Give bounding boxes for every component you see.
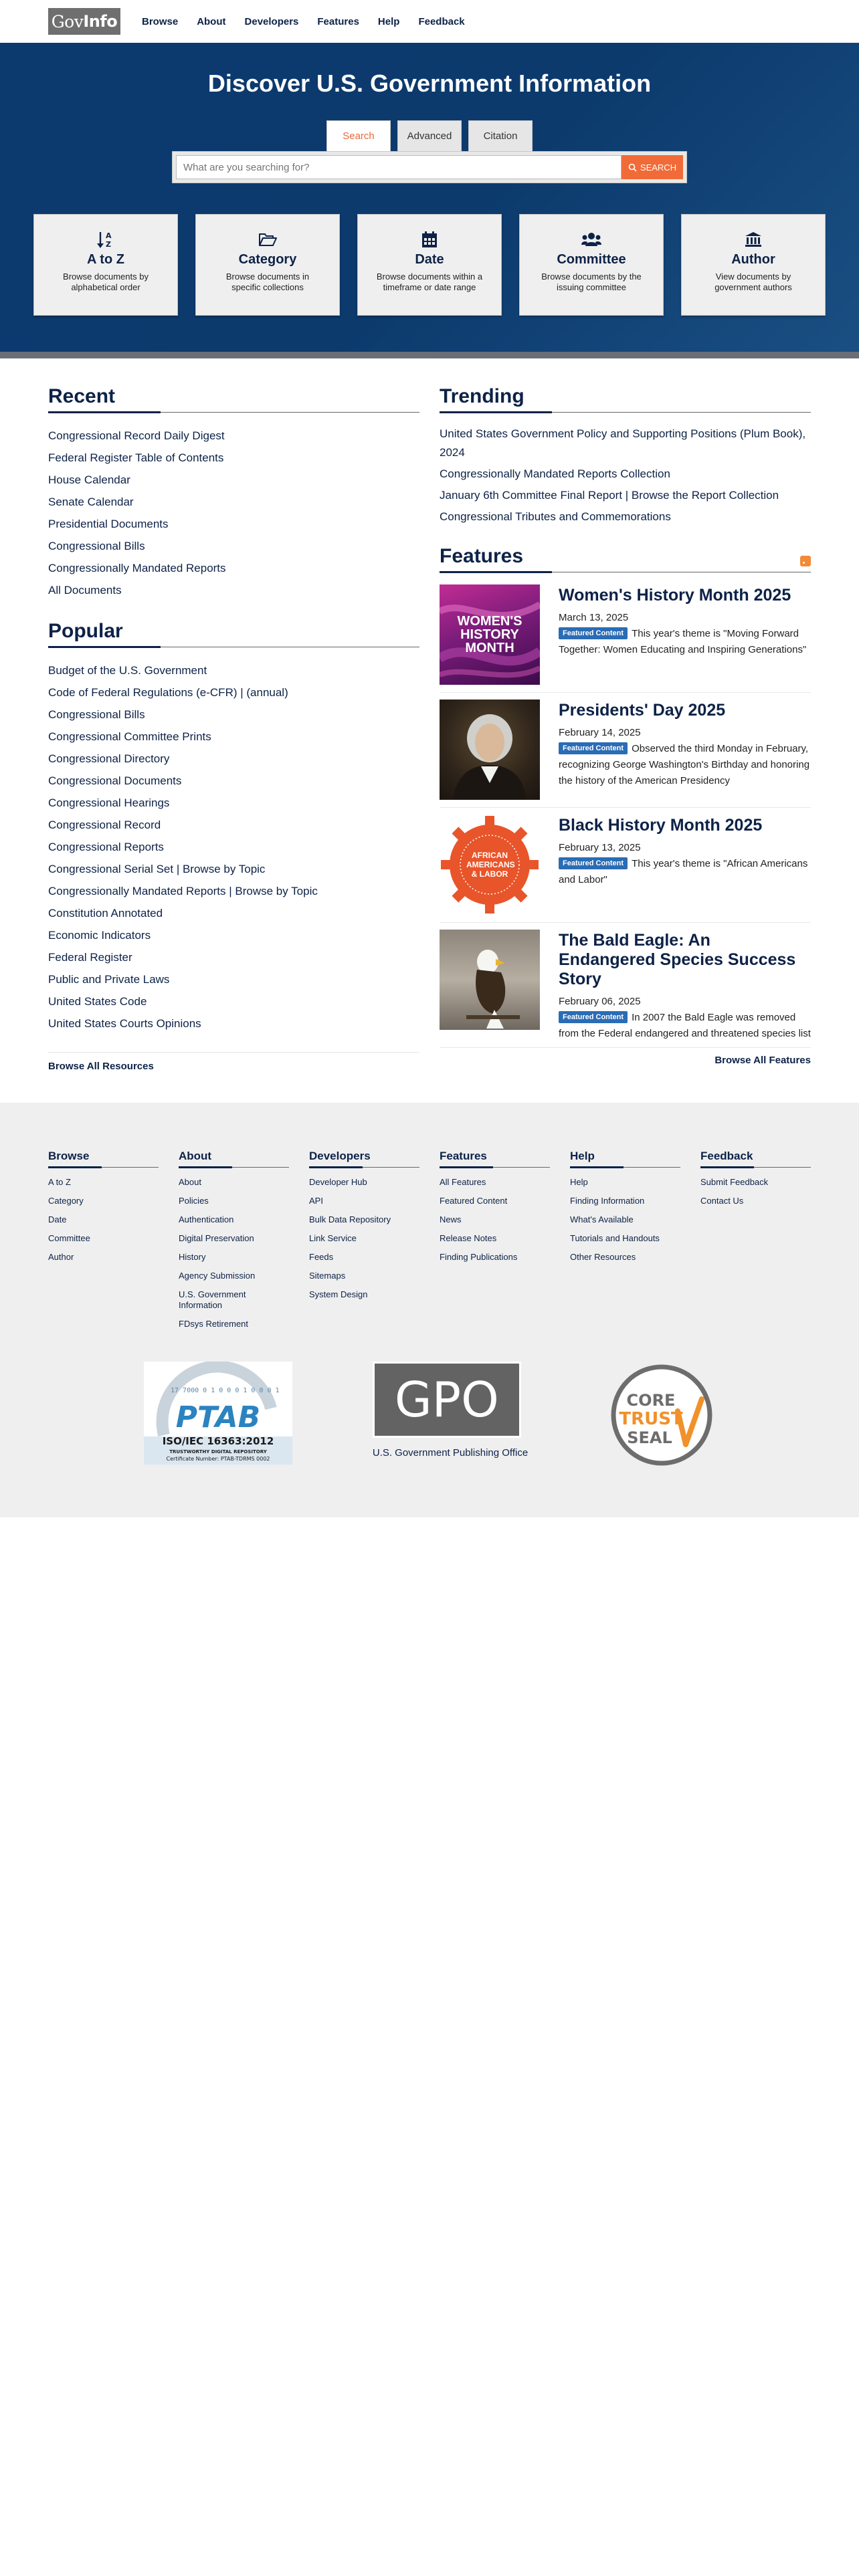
recent-link[interactable]: All Documents — [48, 584, 122, 597]
popular-link[interactable]: Constitution Annotated — [48, 907, 163, 920]
trending-link[interactable]: Congressional Tributes and Commemorations — [440, 510, 671, 523]
footer-column-help — [570, 1150, 680, 1337]
recent-title: Recent — [48, 385, 419, 413]
footer-link[interactable]: Author — [48, 1252, 74, 1262]
footer-link[interactable]: Other Resources — [570, 1252, 636, 1262]
popular-link[interactable]: Congressionally Mandated Reports | Browse by Topic — [48, 885, 318, 897]
popular-link[interactable]: Congressional Hearings — [48, 796, 170, 809]
footer-link[interactable]: Policies — [179, 1196, 209, 1206]
tab-advanced[interactable]: Advanced — [397, 120, 462, 151]
featured-content-badge: Featured Content — [559, 627, 628, 639]
card-description: Browse documents by alphabetical order — [63, 272, 149, 292]
recent-link[interactable]: Congressional Record Daily Digest — [48, 429, 225, 442]
cts-line3: SEAL — [627, 1428, 672, 1447]
trending-title: Trending — [440, 385, 811, 413]
card-description: View documents by government authors — [714, 272, 792, 292]
card-description: Browse documents by the issuing committee — [541, 272, 642, 292]
recent-link[interactable]: House Calendar — [48, 473, 130, 486]
cts-line2: TRUST — [619, 1409, 683, 1429]
right-column — [440, 385, 811, 1072]
features-header — [440, 545, 811, 572]
popular-link[interactable]: Congressional Record — [48, 819, 161, 831]
featured-content-badge: Featured Content — [559, 1011, 628, 1023]
footer-link[interactable]: Developer Hub — [309, 1177, 367, 1187]
footer-link[interactable]: API — [309, 1196, 323, 1206]
nav-browse[interactable]: Browse — [142, 15, 179, 27]
ptab-logo-icon — [144, 1362, 292, 1465]
footer-link[interactable]: Bulk Data Repository — [309, 1214, 391, 1224]
footer-column-features — [440, 1150, 550, 1337]
card-description: Browse documents in specific collections — [225, 272, 310, 292]
gpo-block — [373, 1362, 528, 1459]
features-title: Features — [440, 545, 524, 567]
footer-link[interactable]: Date — [48, 1214, 67, 1224]
popular-link[interactable]: Federal Register — [48, 951, 132, 964]
feature-date: February 13, 2025 — [559, 842, 641, 853]
ptab-name: PTAB — [175, 1400, 261, 1434]
footer-link[interactable]: All Features — [440, 1177, 486, 1187]
feature-text: This year's theme is "African Americans and Labor" — [559, 858, 808, 885]
card-title: A to Z — [87, 252, 124, 267]
popular-link[interactable]: Economic Indicators — [48, 929, 151, 942]
popular-title: Popular — [48, 620, 419, 647]
search-button-label: SEARCH — [640, 162, 677, 173]
hero-section — [0, 43, 859, 352]
footer-link[interactable]: Authentication — [179, 1214, 234, 1224]
footer-link[interactable]: History — [179, 1252, 206, 1262]
footer-link[interactable]: Finding Information — [570, 1196, 645, 1206]
search-input[interactable] — [176, 155, 622, 179]
footer-link[interactable]: Submit Feedback — [700, 1177, 769, 1187]
footer-columns — [48, 1150, 811, 1337]
footer-link[interactable]: Agency Submission — [179, 1271, 256, 1281]
popular-link[interactable]: United States Code — [48, 995, 147, 1008]
popular-link[interactable]: Code of Federal Regulations (e-CFR) | (annual) — [48, 686, 288, 699]
card-committee[interactable] — [519, 214, 664, 316]
footer-column-title: Features — [440, 1150, 550, 1168]
washington-portrait-thumbnail[interactable] — [440, 700, 540, 800]
ptab-ring-text: 17 7000 0 1 0 0 0 1 0 0 0 1 — [170, 1387, 280, 1394]
recent-list — [48, 425, 419, 601]
recent-link[interactable]: Congressionally Mandated Reports — [48, 562, 226, 574]
svg-text:A: A — [106, 231, 112, 240]
trending-link[interactable]: Congressionally Mandated Reports Collection — [440, 467, 670, 480]
ptab-tdr: TRUSTWORTHY DIGITAL REPOSITORY — [169, 1449, 267, 1455]
left-column — [48, 385, 419, 1072]
users-icon — [581, 232, 601, 247]
govinfo-logo[interactable] — [48, 8, 120, 35]
feature-text: This year's theme is "Moving Forward Together: Women Educating and Inspiring Generations" — [559, 628, 807, 655]
feature-title[interactable]: The Bald Eagle: An Endangered Species Success Story — [559, 931, 796, 988]
search-bar — [172, 151, 687, 183]
feature-item — [440, 700, 811, 808]
footer-link[interactable]: U.S. Government Information — [179, 1289, 246, 1310]
footer-link[interactable]: What's Available — [570, 1214, 634, 1224]
browse-all-features-link[interactable]: Browse All Features — [714, 1055, 811, 1066]
footer-link[interactable]: Feeds — [309, 1252, 334, 1262]
nav-features[interactable]: Features — [317, 15, 359, 27]
feature-text: In 2007 the Bald Eagle was removed from the Federal endangered and threatened species list — [559, 1012, 811, 1039]
feature-title[interactable]: Women's History Month 2025 — [559, 586, 791, 605]
feature-item — [440, 930, 811, 1048]
cts-line1: CORE — [626, 1391, 676, 1410]
search-icon — [628, 163, 637, 172]
card-author[interactable] — [681, 214, 826, 316]
footer-column-feedback — [700, 1150, 811, 1337]
footer-link[interactable]: Digital Preservation — [179, 1233, 254, 1243]
card-category[interactable] — [195, 214, 340, 316]
footer-column-developers — [309, 1150, 419, 1337]
footer-link[interactable]: News — [440, 1214, 462, 1224]
footer-column-title: Help — [570, 1150, 680, 1168]
footer-link[interactable]: A to Z — [48, 1177, 71, 1187]
footer-link[interactable]: Contact Us — [700, 1196, 744, 1206]
core-trust-seal-logo[interactable] — [608, 1362, 715, 1469]
footer-link[interactable]: Tutorials and Handouts — [570, 1233, 660, 1243]
gpo-label: U.S. Government Publishing Office — [372, 1447, 529, 1459]
card-title: Committee — [557, 252, 626, 267]
popular-list — [48, 659, 419, 1035]
logo-info-text: Info — [83, 12, 118, 31]
tab-search[interactable]: Search — [326, 120, 391, 151]
feature-date: February 14, 2025 — [559, 727, 641, 738]
recent-link[interactable]: Federal Register Table of Contents — [48, 451, 224, 464]
eagle-icon — [440, 930, 540, 1030]
card-title: Author — [731, 252, 775, 267]
recent-link[interactable]: Presidential Documents — [48, 518, 169, 530]
thumb-text: AFRICAN AMERICANS & LABOR — [466, 851, 515, 879]
feature-text: Observed the third Monday in February, recognizing George Washington's Birthday and honoring the history of the American Presidency — [559, 743, 810, 786]
sort-alpha-icon — [97, 230, 114, 249]
bald-eagle-thumbnail[interactable] — [440, 930, 540, 1030]
footer-link[interactable]: Finding Publications — [440, 1252, 518, 1262]
gpo-logo[interactable]: GPO — [373, 1362, 521, 1438]
black-history-thumbnail[interactable] — [440, 815, 540, 915]
popular-link[interactable]: Congressional Committee Prints — [48, 730, 211, 743]
folder-open-icon — [258, 232, 277, 247]
recent-link[interactable]: Senate Calendar — [48, 496, 134, 508]
footer-link[interactable]: FDsys Retirement — [179, 1319, 249, 1329]
nav-feedback[interactable]: Feedback — [418, 15, 465, 27]
footer-link[interactable]: Category — [48, 1196, 84, 1206]
footer-link[interactable]: System Design — [309, 1289, 368, 1299]
footer-link[interactable]: About — [179, 1177, 201, 1187]
card-date[interactable] — [357, 214, 502, 316]
footer-link[interactable]: Committee — [48, 1233, 90, 1243]
svg-text:Z: Z — [106, 240, 111, 249]
featured-content-badge: Featured Content — [559, 742, 628, 754]
core-trust-seal-icon — [608, 1362, 715, 1469]
tab-citation[interactable]: Citation — [468, 120, 533, 151]
card-description: Browse documents within a timeframe or date range — [376, 272, 483, 292]
featured-content-badge: Featured Content — [559, 857, 628, 869]
footer-link[interactable]: Link Service — [309, 1233, 357, 1243]
feature-date: March 13, 2025 — [559, 612, 629, 623]
browse-all-resources-link[interactable]: Browse All Resources — [48, 1052, 419, 1072]
feature-title[interactable]: Presidents' Day 2025 — [559, 701, 726, 720]
institution-icon — [745, 231, 762, 247]
womens-history-thumbnail[interactable] — [440, 584, 540, 685]
calendar-icon — [421, 231, 438, 248]
popular-link[interactable]: Congressional Serial Set | Browse by Topic — [48, 863, 266, 875]
popular-link[interactable]: Budget of the U.S. Government — [48, 664, 207, 677]
search-tabs — [0, 120, 859, 151]
popular-link[interactable]: Congressional Bills — [48, 708, 145, 721]
nav-help[interactable]: Help — [377, 15, 400, 27]
footer-column-title: Browse — [48, 1150, 159, 1168]
main-content — [0, 358, 859, 1072]
nav-about[interactable]: About — [197, 15, 226, 27]
footer-link[interactable]: Help — [570, 1177, 588, 1187]
footer-column-title: About — [179, 1150, 289, 1168]
top-navigation — [0, 0, 859, 43]
popular-link[interactable]: Congressional Directory — [48, 752, 170, 765]
hero-title: Discover U.S. Government Information — [207, 70, 652, 97]
footer-column-browse — [48, 1150, 159, 1337]
thumb-text: WOMEN'S HISTORY MONTH — [457, 614, 522, 655]
feature-item — [440, 815, 811, 923]
card-title: Date — [415, 252, 444, 267]
footer-column-title: Feedback — [700, 1150, 811, 1168]
logo-gov-text: Gov — [51, 11, 84, 31]
recent-link[interactable]: Congressional Bills — [48, 540, 145, 552]
footer-link[interactable]: Featured Content — [440, 1196, 508, 1206]
browse-cards — [0, 214, 859, 316]
popular-link[interactable]: Public and Private Laws — [48, 973, 170, 986]
rss-feed-icon[interactable] — [800, 556, 811, 566]
hero-divider — [0, 352, 859, 358]
footer-link[interactable]: Release Notes — [440, 1233, 497, 1243]
popular-link[interactable]: Congressional Documents — [48, 774, 182, 787]
ptab-cert: Certificate Number: PTAB-TDRMS 0002 — [166, 1456, 270, 1462]
popular-link[interactable]: Congressional Reports — [48, 841, 164, 853]
feature-date: February 06, 2025 — [559, 996, 641, 1007]
card-a-to-z[interactable] — [33, 214, 178, 316]
feature-title[interactable]: Black History Month 2025 — [559, 816, 763, 835]
feature-item — [440, 584, 811, 693]
card-title: Category — [238, 252, 297, 267]
trending-link[interactable]: United States Government Policy and Supporting Positions (Plum Book), 2024 — [440, 427, 806, 459]
certification-logos — [48, 1362, 811, 1469]
footer-link[interactable]: Sitemaps — [309, 1271, 346, 1281]
search-button[interactable] — [622, 155, 683, 179]
popular-link[interactable]: United States Courts Opinions — [48, 1017, 201, 1030]
footer-column-about — [179, 1150, 289, 1337]
portrait-icon — [440, 700, 540, 800]
trending-list — [440, 425, 811, 526]
nav-developers[interactable]: Developers — [244, 15, 299, 27]
footer-column-title: Developers — [309, 1150, 419, 1168]
ptab-iso: ISO/IEC 16363:2012 — [162, 1435, 274, 1447]
trending-link[interactable]: January 6th Committee Final Report | Browse the Report Collection — [440, 489, 779, 502]
ptab-certification-logo[interactable] — [144, 1362, 292, 1465]
footer — [0, 1103, 859, 1517]
